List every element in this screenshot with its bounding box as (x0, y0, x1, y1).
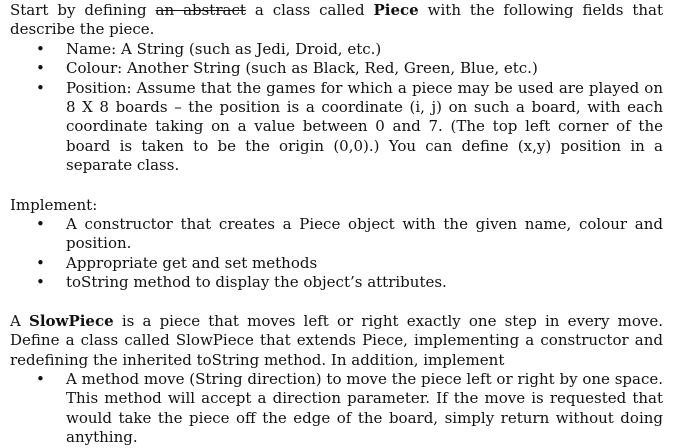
slowpiece-text: is a piece that moves left or right exactly one step in every move. Define a class called SlowPiece that extends Piece, implementing a constructor and redefining the inherited toString method. In addition, implement (10, 311, 663, 369)
spacer (10, 293, 663, 312)
fields-list (10, 40, 663, 176)
implement-item-tostring: • toString method to display the object’s attributes. (10, 273, 663, 292)
implement-list (10, 215, 663, 293)
slowpiece-paragraph (10, 312, 663, 370)
field-position-item: • Position: Assume that the games for which a piece may be used are played on 8 X 8 boards – the position is a coordinate (i, j) on such a board, with each coordinate taking on a value between 0 and 7. (The top left corner of the board is taken to be the origin (0,0).) You can define (x,y) position in a separate class. (10, 79, 663, 176)
spacer (10, 176, 663, 196)
slowpiece-prefix: A (10, 311, 29, 330)
implement-item-constructor: • A constructor that creates a Piece object with the given name, colour and position. (10, 215, 663, 254)
field-colour-item: • Colour: Another String (such as Black, Red, Green, Blue, etc.) (10, 59, 663, 78)
slowpiece-list (10, 370, 663, 448)
intro-end: with the following fields that describe the piece. (10, 1, 664, 39)
slowpiece-item-move: • A method move (String direction) to move the piece left or right by one space. This method will accept a direction parameter. If the move is requested that would take the piece off the edge of the board, simply return without doing anything. (10, 370, 663, 448)
field-name-item: • Name: A String (such as Jedi, Droid, etc.) (10, 40, 663, 59)
struck-text: an abstract (155, 1, 246, 19)
intro-middle: a class called (245, 1, 374, 19)
intro-start: Start by defining (10, 1, 156, 19)
class-name-slowpiece: SlowPiece (29, 311, 114, 330)
implement-heading: Implement: (10, 195, 98, 214)
implement-item-getset: • Appropriate get and set methods (10, 254, 663, 273)
class-name-piece: Piece (373, 1, 419, 19)
intro-paragraph (10, 1, 663, 40)
